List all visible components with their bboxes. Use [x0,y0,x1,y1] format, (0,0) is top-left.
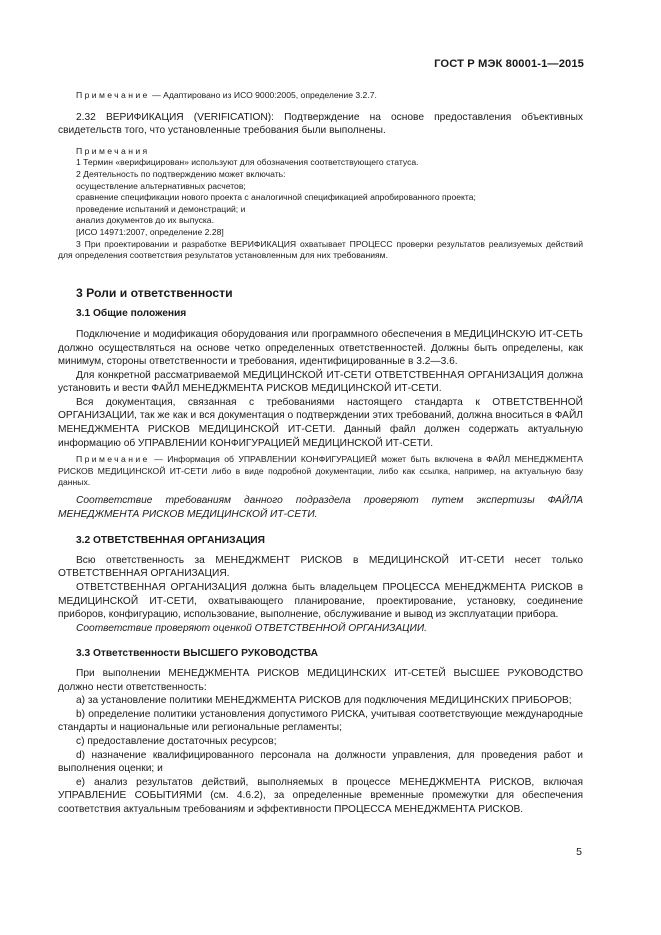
notes-line: осуществление альтернативных расчетов; [76,180,246,191]
list-item: e) анализ результатов действий, выполняемых в процессе МЕНЕДЖМЕНТА РИСКОВ, включая УПРАВЛЕНИЕ СОБЫТИЯМИ (см. 4.6.2), за определенные временные промежутки для обеспечения соответствия актуальным требованиям и эффективности ПРОЦЕССА МЕНЕДЖМЕНТА РИСКОВ. [58,776,583,815]
list-item: c) предоставление достаточных ресурсов; [76,735,277,747]
section-3-2-heading: 3.2 ОТВЕТСТВЕННАЯ ОРГАНИЗАЦИЯ [76,535,265,547]
note-text: — Адаптировано из ИСО 9000:2005, определение 3.2.7. [152,90,377,100]
list-item: b) определение политики установления допустимого РИСКА, учитывая соответствующие международные стандарты и национальные или региональные регламенты; [58,708,583,734]
note-label: Примечание [76,454,150,465]
notes-line: 1 Термин «верифицирован» используют для обозначения соответствующего статуса. [76,157,419,168]
notes-line: проведение испытаний и демонстраций; и [76,203,246,214]
paragraph: ОТВЕТСТВЕННАЯ ОРГАНИЗАЦИЯ должна быть владельцем ПРОЦЕССА МЕНЕДЖМЕНТА РИСКОВ в МЕДИЦИНСКОЙ ИТ-СЕТИ, охватывающего планирование, проектирование, установку, соединение приборов, конфигурацию, использование, выполнение, обслуживание и вывод из эксплуатации прибора. [58,582,583,621]
note-label: Примечание [76,90,150,100]
note-text: — Информация об УПРАВЛЕНИИ КОНФИГУРАЦИЕЙ может быть включена в ФАЙЛ МЕНЕДЖМЕНТА РИСКОВ МЕДИЦИНСКОЙ ИТ-СЕТИ либо в виде подробной документации, либо как ссылка, например, на актуальную базу данных. [58,454,583,488]
paragraph: Вся документация, связанная с требованиями настоящего стандарта к ОТВЕТСТВЕННОЙ ОРГАНИЗАЦИИ, так же как и вся документация о подтверждении этих требований, должна вноситься в ФАЙЛ МЕНЕДЖМЕНТА РИСКОВ МЕДИЦИНСКОЙ ИТ-СЕТИ. Данный файл должен содержать актуальную информацию об УПРАВЛЕНИИ КОНФИГУРАЦИЕЙ МЕДИЦИНСКОЙ ИТ-СЕТИ. [58,396,583,449]
paragraph: Всю ответственность за МЕНЕДЖМЕНТ РИСКОВ в МЕДИЦИНСКОЙ ИТ-СЕТИ несет только ОТВЕТСТВЕННАЯ ОРГАНИЗАЦИЯ. [58,554,583,580]
section-3-1-heading: 3.1 Общие положения [76,308,187,320]
list-item: d) назначение квалифицированного персонала на должности управления, для проведения работ и выполнения оценки; и [58,749,583,775]
section-3-heading: 3 Роли и ответственности [76,285,233,300]
notes-line: сравнение спецификации нового проекта с аналогичной спецификацией апробированного проекта; [76,192,476,203]
notes-line: анализ документов до их выпуска. [76,215,214,226]
notes-title: Примечания [76,145,150,156]
notes-line: 2 Деятельность по подтверждению может включать: [76,168,286,179]
note-configuration [58,454,583,489]
notes-line: [ИСО 14971:2007, определение 2.28] [76,226,224,237]
page-number: 5 [576,846,582,858]
paragraph: Для конкретной рассматриваемой МЕДИЦИНСКОЙ ИТ-СЕТИ ОТВЕТСТВЕННАЯ ОРГАНИЗАЦИЯ должна установить и вести ФАЙЛ МЕНЕДЖМЕНТА РИСКОВ МЕДИЦИНСКОЙ ИТ-СЕТИ. [58,369,583,395]
list-item: a) за установление политики МЕНЕДЖМЕНТА РИСКОВ для подключения МЕДИЦИНСКИХ ПРИБОРОВ; [76,695,572,707]
paragraph: При выполнении МЕНЕДЖМЕНТА РИСКОВ МЕДИЦИНСКИХ ИТ-СЕТЕЙ ВЫСШЕЕ РУКОВОДСТВО должно нести ответственность: [58,667,583,693]
section-3-3-heading: 3.3 Ответственности ВЫСШЕГО РУКОВОДСТВА [76,648,318,660]
notes-block [58,146,583,262]
compliance-statement: Соответствие требованиям данного подраздела проверяют путем экспертизы ФАЙЛА МЕНЕДЖМЕНТА РИСКОВ МЕДИЦИНСКОЙ ИТ-СЕТИ. [58,495,583,520]
note-adapted [58,90,583,102]
notes-line-3: 3 При проектировании и разработке ВЕРИФИКАЦИЯ охватывает ПРОЦЕСС проверки результатов реализуемых действий для определения соответствия результатов установленным для них требованиям. [58,238,583,261]
standard-code: ГОСТ Р МЭК 80001-1—2015 [434,58,584,70]
page-content [58,90,583,817]
definition-2-32: 2.32 ВЕРИФИКАЦИЯ (VERIFICATION): Подтверждение на основе предоставления объективных свидетельств того, что установленные требования были выполнены. [58,111,583,137]
paragraph: Подключение и модификация оборудования или программного обеспечения в МЕДИЦИНСКУЮ ИТ-СЕТЬ должно осуществляться на основе четко определенных ответственностей. Должны быть определены, как минимум, стороны ответственности и требования, идентифицированные в 3.2—3.6. [58,328,583,368]
compliance-statement: Соответствие проверяют оценкой ОТВЕТСТВЕННОЙ ОРГАНИЗАЦИИ. [76,622,427,634]
